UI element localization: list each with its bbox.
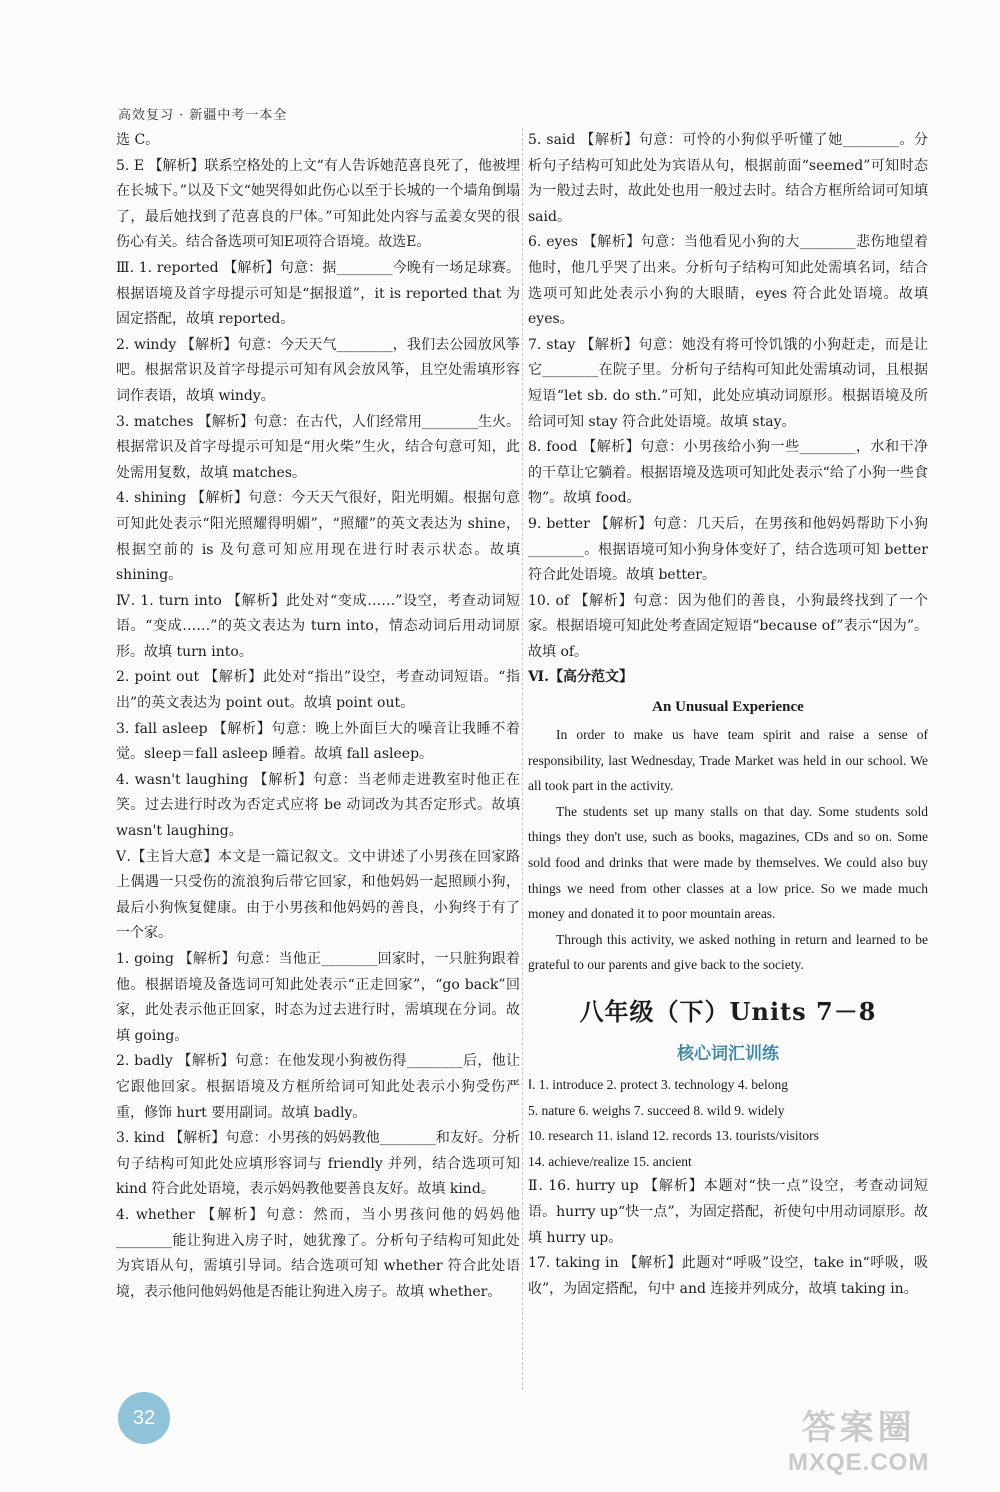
answer-para: Ⅳ. 1. turn into 【解析】此处对“变成……”设空，考查动词短语。“变成……”的英文表达为 turn into，情态动词后用动词原形。故填 turn into。 bbox=[116, 592, 520, 660]
essay-paragraph: Through this activity, we asked nothing in return and learned to be grateful to our parents and give back to the society. bbox=[528, 931, 928, 973]
answer-para: 3. matches 【解析】句意：在古代，人们经常用________生火。根据常识及首字母提示可知是“用火柴”生火，结合句意可知，此处需用复数，故填 matches。 bbox=[116, 413, 520, 481]
watermark bbox=[788, 1400, 929, 1477]
vocab-line: 5. nature 6. weighs 7. succeed 8. wild 9. widely bbox=[528, 1102, 785, 1118]
answer-para: 9. better 【解析】句意：几天后，在男孩和他妈妈帮助下小狗________。根据语境可知小狗身体变好了，结合选项可知 better 符合此处语境。故填 better。 bbox=[528, 515, 928, 584]
answer-para: 6. eyes 【解析】句意：当他看见小狗的大________悲伤地望着他时，他几乎哭了出来。分析句子结构可知此处需填名词，结合选项可知此处表示小狗的大眼睛，eyes 符合此处语境。故填 eyes。 bbox=[528, 234, 928, 328]
column-divider bbox=[522, 128, 523, 1390]
answer-para: 17. taking in 【解析】此题对“呼吸”设空，take in“呼吸，吸收”，为固定搭配，句中 and 连接并列成分，故填 taking in。 bbox=[528, 1255, 928, 1297]
page-number-badge: 32 bbox=[118, 1392, 170, 1444]
section-label: Ⅵ.【高分范文】 bbox=[528, 669, 633, 686]
answer-para: 4. wasn't laughing 【解析】句意：当老师走进教室时他正在笑。过去进行时改为否定式应将 be 动词改为其否定形式。故填 wasn't laughing。 bbox=[116, 771, 520, 840]
essay-paragraph: In order to make us have team spirit and raise a sense of responsibility, last Wednesday, Trade Market was held in our school. We all took part in the activity. bbox=[528, 727, 928, 794]
answer-para: 7. stay 【解析】句意：她没有将可怜饥饿的小狗赶走，而是让它________在院子里。分析句子结构可知此处需填动词，且根据短语“let sb. do sth.”可知，此处应填动词原形。根据语境及所给词可知 stay 符合此处语境。故填 stay。 bbox=[528, 336, 928, 430]
essay-paragraph: The students set up many stalls on that day. Some students sold things they don't use, such as books, magazines, CDs and so on. Some sold food and drinks that were made by themselves. We could also buy things we need from other classes at a low price. So we made much money and donated it to poor mountain areas. bbox=[528, 803, 928, 922]
left-column bbox=[116, 128, 520, 1305]
vocab-line: 14. achieve/realize 15. ancient bbox=[528, 1153, 692, 1169]
answer-para: 5. said 【解析】句意：可怜的小狗似乎听懂了她________。分析句子结构可知此处为宾语从句，根据前面“seemed”可知时态为一般过去时，故此处也用一般过去时。结合方框所给词可知填 said。 bbox=[528, 132, 928, 225]
watermark-logo: 答案圈 bbox=[801, 1409, 916, 1447]
answer-para: 10. of 【解析】句意：因为他们的善良，小狗最终找到了一个家。根据语境可知此处考查固定短语“because of”表示“因为”。故填 of。 bbox=[528, 592, 928, 660]
answer-para: 3. fall asleep 【解析】句意：晚上外面巨大的噪音让我睡不着觉。sleep＝fall asleep 睡着。故填 fall asleep。 bbox=[116, 720, 520, 763]
essay-title: An Unusual Experience bbox=[652, 699, 804, 716]
answer-para: 选 C。 bbox=[116, 132, 160, 148]
answer-para: 2. windy 【解析】句意：今天天气________，我们去公园放风筝吧。根据常识及首字母提示可知有风会放风筝，且空处需填形容词作表语，故填 windy。 bbox=[116, 336, 520, 404]
vocab-answers bbox=[528, 1072, 928, 1174]
right-column bbox=[528, 128, 928, 1302]
answer-para: 3. kind 【解析】句意：小男孩的妈妈教他________和友好。分析句子结构可知此处应填形容词与 friendly 并列，结合选项可知 kind 符合此处语境，表示妈妈教他要善良友好。故填 kind。 bbox=[116, 1130, 520, 1198]
vocab-line: 10. research 11. island 12. records 13. tourists/visitors bbox=[528, 1128, 819, 1144]
answer-para: 8. food 【解析】句意：小男孩给小狗一些________，水和干净的干草让它躺着。根据语境及选项可知此处表示“给了小狗一些食物”。故填 food。 bbox=[528, 439, 928, 507]
vocab-line: Ⅰ. 1. introduce 2. protect 3. technology 4. belong bbox=[528, 1077, 789, 1092]
answer-para: 4. shining 【解析】句意：今天天气很好，阳光明媚。根据句意可知此处表示“阳光照耀得明媚”，“照耀”的英文表达为 shine，根据空前的 is 及句意可知应用现在进行时表示状态。故填 shining。 bbox=[116, 490, 520, 584]
answer-para: 1. going 【解析】句意：当他正________回家时，一只脏狗跟着他。根据语境及备选词可知此处表示“正走回家”，“go back”回家，此处表示他正回家，时态为过去进行时，需填现在分词。故填 going。 bbox=[116, 951, 520, 1044]
answer-para: Ⅲ. 1. reported 【解析】句意：据________今晚有一场足球赛。根据语境及首字母提示可知是“据报道”，it is reported that 为固定搭配，故填 reported。 bbox=[116, 259, 520, 328]
answer-para: Ⅱ. 16. hurry up 【解析】本题对“快一点”设空，考查动词短语。hurry up“快一点”，为固定搭配，祈使句中用动词原形。故填 hurry up。 bbox=[528, 1178, 928, 1246]
answer-para: 2. point out 【解析】此处对“指出”设空，考查动词短语。“指出”的英文表达为 point out。故填 point out。 bbox=[116, 669, 520, 712]
answer-para: 4. whether 【解析】句意：然而，当小男孩问他的妈妈他________能让狗进入房子时，她犹豫了。分析句子结构可知此处为宾语从句，需填引导词。结合选项可知 whether 符合此处语境，表示他问他妈妈他是否能让狗进入房子。故填 whether。 bbox=[116, 1206, 520, 1300]
section-title: 八年级（下）Units 7－8 bbox=[579, 997, 877, 1026]
answer-para: 2. badly 【解析】句意：在他发现小狗被伤得________后，他让它跟他回家。根据语境及方框所给词可知此处表示小狗受伤严重，修饰 hurt 要用副词。故填 badly。 bbox=[116, 1053, 520, 1121]
answer-para: 5. E 【解析】联系空格处的上文“有人告诉她范喜良死了，他被埋在长城下。”以及下文“她哭得如此伤心以至于长城的一个墙角倒塌了，最后她找到了范喜良的尸体。”可知此处内容与孟姜女哭的很伤心有关。结合备选项可知E项符合语境。故选E。 bbox=[116, 157, 520, 251]
summary-para: Ⅴ.【主旨大意】本文是一篇记叙文。文中讲述了小男孩在回家路上偶遇一只受伤的流浪狗后带它回家，和他妈妈一起照顾小狗，最后小狗恢复健康。由于小男孩和他妈妈的善良，小狗终于有了一个家。 bbox=[116, 848, 520, 942]
section-subtitle: 核心词汇训练 bbox=[677, 1044, 779, 1064]
model-essay bbox=[528, 722, 928, 978]
running-header: 高效复习 · 新疆中考一本全 bbox=[118, 108, 288, 123]
watermark-url: MXQE.COM bbox=[788, 1449, 930, 1476]
